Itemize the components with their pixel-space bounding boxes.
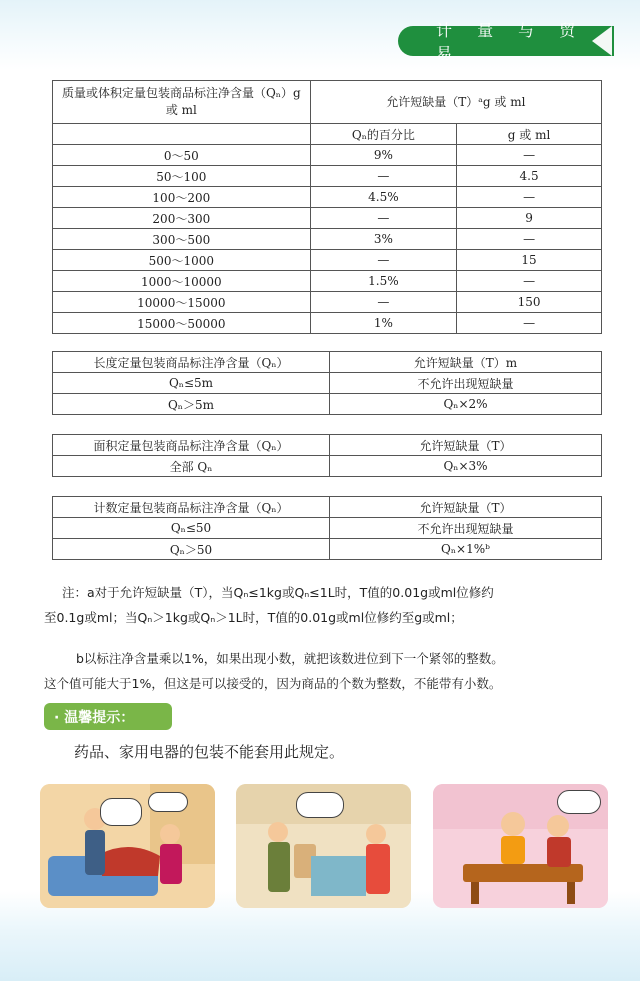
table-row — [53, 229, 602, 250]
table-cell: — — [310, 292, 456, 313]
speech-bubble — [296, 792, 344, 818]
table-cell: Qₙ×2% — [330, 394, 602, 415]
table-header-cell: Qₙ的百分比 — [310, 124, 456, 145]
table-cell: 300～500 — [53, 229, 311, 250]
table-cell: — — [310, 250, 456, 271]
table-cell: Qₙ≤50 — [53, 518, 330, 539]
table-row — [53, 187, 602, 208]
table-cell: 9% — [310, 145, 456, 166]
table-cell: 全部 Qₙ — [53, 456, 330, 477]
section-header-badge — [398, 21, 614, 63]
table-cell: — — [310, 208, 456, 229]
table-cell: 15 — [457, 250, 602, 271]
table-cell: 4.5% — [310, 187, 456, 208]
illustration-living-room — [433, 784, 608, 908]
note-b-line1: b以标注净含量乘以1%，如果出现小数，就把该数进位到下一个紧邻的整数。 — [76, 651, 504, 666]
table-cell: — — [457, 271, 602, 292]
length-table — [52, 351, 602, 415]
table-cell: 10000～15000 — [53, 292, 311, 313]
table-cell: 1000～10000 — [53, 271, 311, 292]
table-cell: — — [457, 187, 602, 208]
note-a-line1: 注：a对于允许短缺量（T），当Qₙ≤1kg或Qₙ≤1L时，T值的0.01g或ml位修约 — [62, 585, 494, 600]
table-cell: Qₙ×1%ᵇ — [330, 539, 602, 560]
table-cell: — — [457, 313, 602, 334]
table-header-cell: 允许短缺量（T） — [330, 435, 602, 456]
table-cell: — — [457, 145, 602, 166]
tip-text: 药品、家用电器的包装不能套用此规定。 — [74, 743, 345, 761]
table-cell: Qₙ＞50 — [53, 539, 330, 560]
table-header-cell: 面积定量包装商品标注净含量（Qₙ） — [53, 435, 330, 456]
table-cell: 500～1000 — [53, 250, 311, 271]
table-cell: 不允许出现短缺量 — [330, 373, 602, 394]
speech-bubble — [148, 792, 188, 812]
table-header-cell: 允许短缺量（T） — [330, 497, 602, 518]
mass-volume-table — [52, 80, 602, 334]
table-cell: 15000～50000 — [53, 313, 311, 334]
table-header-cell: 允许短缺量（T）m — [330, 352, 602, 373]
table-cell: — — [457, 229, 602, 250]
table-cell: 150 — [457, 292, 602, 313]
header-arrow-icon — [592, 26, 612, 56]
table-row — [53, 313, 602, 334]
tip-badge — [44, 703, 172, 730]
table-header-cell — [53, 124, 311, 145]
note-b — [44, 646, 604, 696]
speech-bubble — [100, 798, 142, 826]
note-b-line2: 这个值可能大于1%，但这是可以接受的，因为商品的个数为整数，不能带有小数。 — [44, 676, 502, 691]
section-title: 计 量 与 贸 易 — [436, 21, 586, 63]
table-header-row — [53, 497, 602, 518]
table-cell: 3% — [310, 229, 456, 250]
table-cell: 1.5% — [310, 271, 456, 292]
table-cell: — — [310, 166, 456, 187]
table-subheader-row — [53, 124, 602, 145]
table-cell: Qₙ＞5m — [53, 394, 330, 415]
table-row — [53, 539, 602, 560]
table-cell: 0～50 — [53, 145, 311, 166]
table-cell: Qₙ×3% — [330, 456, 602, 477]
table-row — [53, 456, 602, 477]
table-row — [53, 394, 602, 415]
illustration-bedroom — [40, 784, 215, 908]
table-cell: 100～200 — [53, 187, 311, 208]
table-cell: 4.5 — [457, 166, 602, 187]
tip-badge-label: · 温馨提示： — [54, 709, 135, 726]
table-header-row — [53, 435, 602, 456]
speech-bubble — [557, 790, 601, 814]
table-row — [53, 250, 602, 271]
table-row — [53, 145, 602, 166]
table-header-row — [53, 352, 602, 373]
area-table — [52, 434, 602, 477]
table-row — [53, 292, 602, 313]
table-header-cell: 计数定量包装商品标注净含量（Qₙ） — [53, 497, 330, 518]
table-header-cell: g 或 ml — [457, 124, 602, 145]
table-cell: 1% — [310, 313, 456, 334]
table-row — [53, 166, 602, 187]
table-cell: 9 — [457, 208, 602, 229]
table-header-cell: 长度定量包装商品标注净含量（Qₙ） — [53, 352, 330, 373]
table-row — [53, 518, 602, 539]
note-a — [44, 580, 604, 630]
table-header-cell: 质量或体积定量包装商品标注净含量（Qₙ）g 或 ml — [53, 81, 311, 124]
table-row — [53, 271, 602, 292]
table-cell: 不允许出现短缺量 — [330, 518, 602, 539]
table-row — [53, 373, 602, 394]
table-header-cell: 允许短缺量（T）ᵃg 或 ml — [310, 81, 601, 124]
table-cell: Qₙ≤5m — [53, 373, 330, 394]
table-row — [53, 208, 602, 229]
count-table — [52, 496, 602, 560]
illustration-shop — [236, 784, 411, 908]
table-header-row — [53, 81, 602, 124]
table-cell: 50～100 — [53, 166, 311, 187]
note-a-line2: 至0.1g或ml；当Qₙ＞1kg或Qₙ＞1L时，T值的0.01g或ml位修约至g或ml； — [44, 610, 463, 625]
table-cell: 200～300 — [53, 208, 311, 229]
